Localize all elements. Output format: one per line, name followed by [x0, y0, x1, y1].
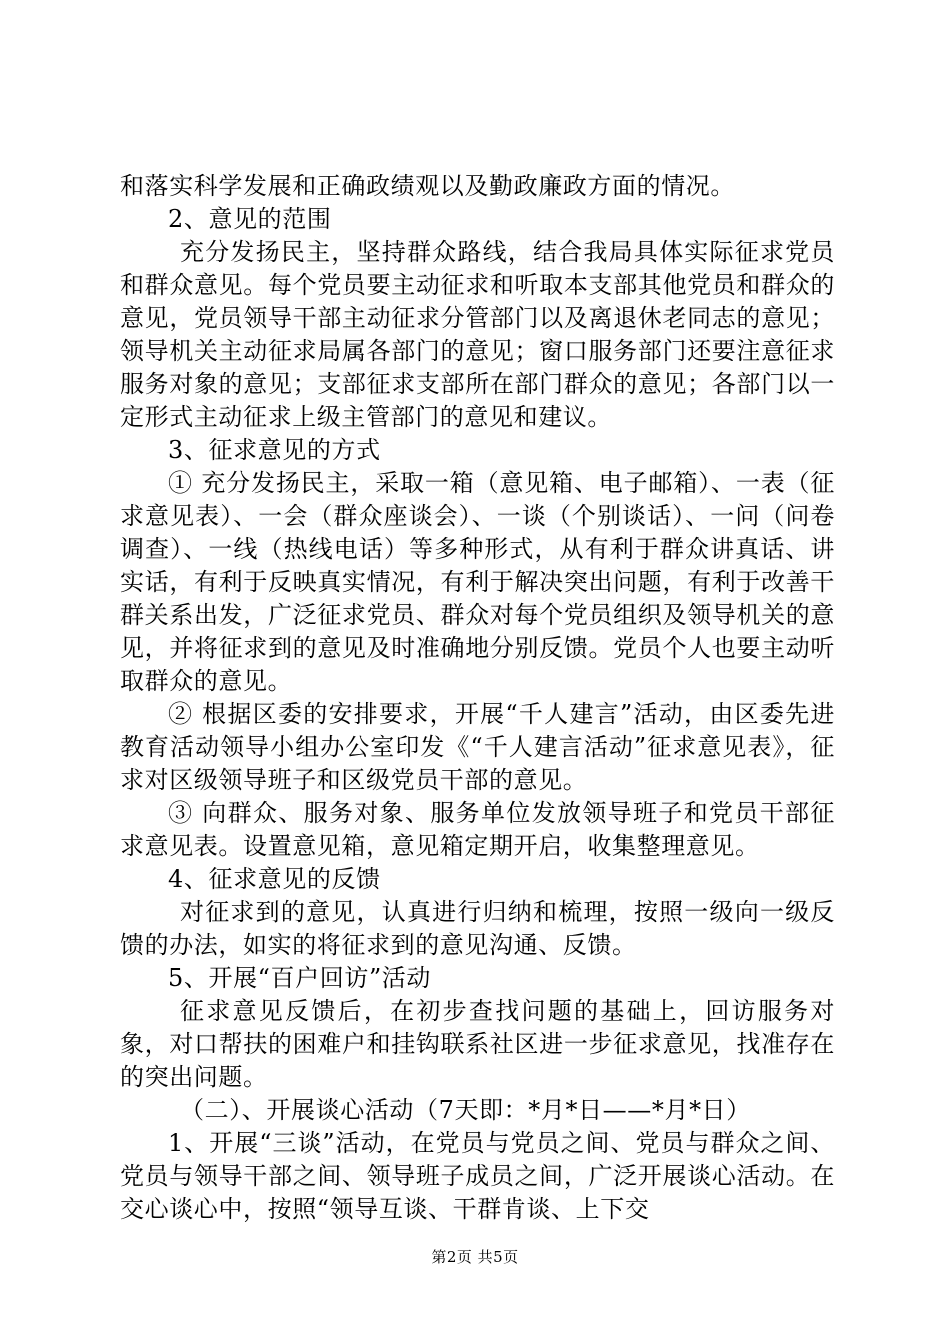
paragraph-revisit: 征求意见反馈后，在初步查找问题的基础上，回访服务对象，对口帮扶的困难户和挂钩联系社区进一步征求意见，找准存在的突出问题。 — [120, 997, 835, 1091]
heading-method: 3、征求意见的方式 — [168, 436, 381, 464]
paragraph-feedback: 对征求到的意见，认真进行归纳和梳理，按照一级向一级反馈的办法，如实的将征求到的意见沟通、反馈。 — [120, 898, 835, 959]
paragraph-continuation: 和落实科学发展和正确政绩观以及勤政廉政方面的情况。 — [120, 172, 735, 200]
paragraph-method-3: ③ 向群众、服务对象、服务单位发放领导班子和党员干部征求意见表。设置意见箱，意见箱定期开启，收集整理意见。 — [120, 799, 835, 860]
document-body — [120, 170, 835, 1226]
heading-scope: 2、意见的范围 — [168, 205, 332, 233]
paragraph-method-1: ① 充分发扬民主，采取一箱（意见箱、电子邮箱）、一表（征求意见表）、一会（群众座谈会）、一谈（个别谈话）、一问（问卷调查）、一线（热线电话）等多种形式，从有利于群众讲真话、讲实话，有利于反映真实情况，有利于解决突出问题，有利于改善干群关系出发，广泛征求党员、群众对每个党员组织及领导机关的意见，并将征求到的意见及时准确地分别反馈。党员个人也要主动听取群众的意见。 — [120, 469, 835, 695]
paragraph-scope: 充分发扬民主，坚持群众路线，结合我局具体实际征求党员和群众意见。每个党员要主动征求和听取本支部其他党员和群众的意见，党员领导干部主动征求分管部门以及离退休老同志的意见；领导机关主动征求局属各部门的意见；窗口服务部门还要注意征求服务对象的意见；支部征求支部所在部门群众的意见；各部门以一定形式主动征求上级主管部门的意见和建议。 — [120, 238, 835, 431]
page-number: 第2页 共5页 — [431, 1248, 519, 1266]
heading-feedback: 4、征求意见的反馈 — [168, 865, 381, 893]
heading-revisit: 5、开展“百户回访”活动 — [168, 964, 432, 992]
heading-talks: （二）、开展谈心活动（7天即：*月*日——*月*日） — [180, 1096, 751, 1124]
paragraph-talks-1: 1、开展“三谈”活动，在党员与党员之间、党员与群众之间、党员与领导干部之间、领导班子成员之间，广泛开展谈心活动。在交心谈心中，按照“领导互谈、干群肯谈、上下交 — [120, 1129, 835, 1223]
paragraph-method-2: ② 根据区委的安排要求，开展“千人建言”活动，由区委先进教育活动领导小组办公室印发《“千人建言活动”征求意见表》，征求对区级领导班子和区级党员干部的意见。 — [120, 700, 835, 794]
